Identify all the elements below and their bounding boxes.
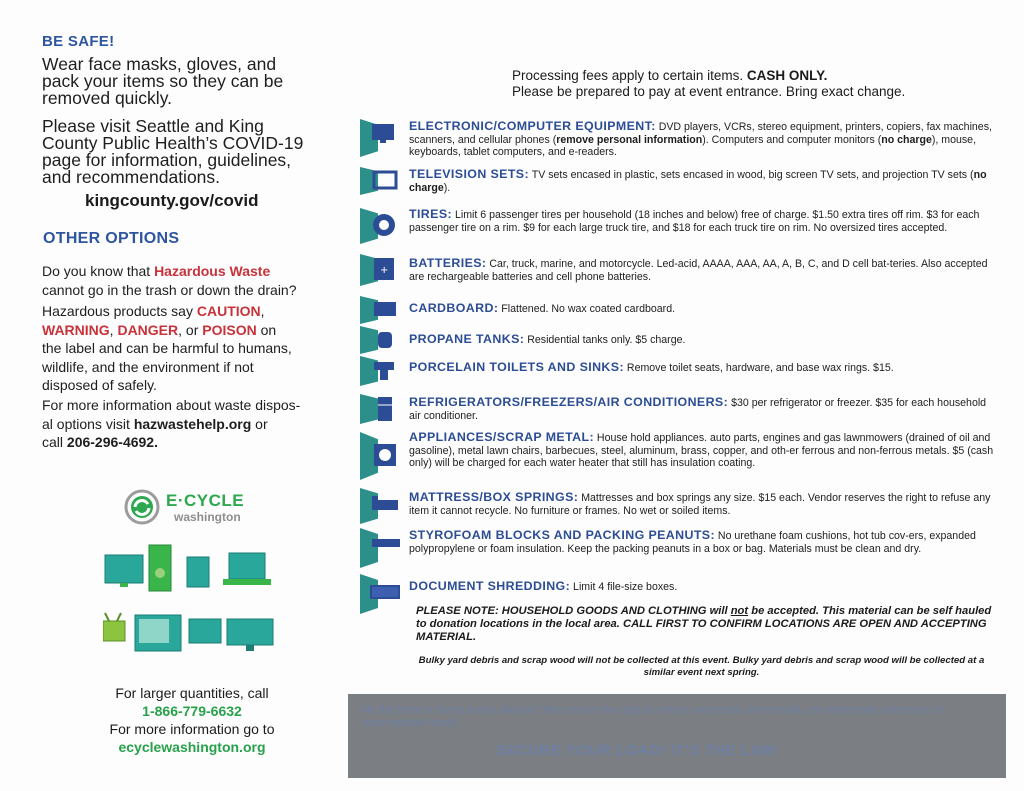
item-text: ), mouse, keyboards, tablet computers, and e-readers. <box>409 133 977 159</box>
visit-line: and recommendations. <box>42 167 221 187</box>
foam-icon <box>360 536 400 550</box>
cash-only-label: CASH ONLY. <box>746 68 828 83</box>
toilet-icon <box>360 358 400 382</box>
item-text: Mattresses and box springs any size. $15 each. Vendor reserves the right to refuse any item it cannot recycle. No furniture or frames. No wet or soiled items. <box>409 492 991 517</box>
fees-text: Processing fees apply to certain items. <box>512 68 747 83</box>
ecycle-contact <box>42 684 342 756</box>
item-title: CARDBOARD: <box>409 301 499 315</box>
propane-icon <box>360 328 400 350</box>
item-bold: no charge <box>881 133 932 146</box>
item-title: STYROFOAM BLOCKS AND PACKING PEANUTS: <box>409 528 715 542</box>
item-bold: no charge <box>409 169 987 194</box>
item-text: No urethane foam cushions, hot tub cov-ers, expanded polypropylene or foam insulation. Keep the packing peanuts in a box or bag. Materials must be clean and dry. <box>409 530 976 555</box>
item-text: Residential tanks only. $5 charge. <box>524 334 686 346</box>
footer-notice: No flat beds or dump trucks allowed. We reserve the right to refuse oversized, commercial, con-taminated, excessive or unacceptable loads. <box>362 704 944 729</box>
item-bold: remove personal information <box>556 133 703 146</box>
item-appliances <box>409 431 999 470</box>
computer-icon <box>360 120 400 144</box>
hazwaste-url-link[interactable]: hazwastehelp.org <box>133 415 252 432</box>
item-styrofoam <box>409 529 999 555</box>
caution-label: CAUTION <box>196 303 261 319</box>
fees-text-2: Please be prepared to pay at event entrance. Bring exact change. <box>512 83 906 99</box>
item-title: TIRES: <box>409 207 453 221</box>
item-refrigerators <box>409 396 999 422</box>
secure-load-label: SECURE YOUR LOAD! IT’S THE LAW <box>496 742 776 759</box>
text-span: cannot go in the trash or down the drain? <box>42 281 297 298</box>
covid-url-link[interactable]: kingcounty.gov/covid <box>85 191 259 210</box>
ecycle-sub: washington <box>174 510 241 524</box>
text-span: wildlife, and the environment if not <box>42 358 254 375</box>
hazardous-products-paragraph: Hazardous products say CAUTION, WARNING, DANGER, or POISON on the label and can be harmful to humans, wildlife, and the environment if not disposed of safely. <box>42 303 292 393</box>
visit-line: page for information, guidelines, <box>42 150 292 170</box>
hazardous-waste-paragraph <box>42 262 342 299</box>
item-text: Remove toilet seats, hardware, and base wax rings. $15. <box>623 362 894 374</box>
item-title: ELECTRONIC/COMPUTER EQUIPMENT: <box>409 119 656 133</box>
other-options-heading: OTHER OPTIONS <box>43 230 180 247</box>
svg-text:+: + <box>380 265 389 276</box>
item-text: $30 per refrigerator or freezer. $35 for each household air conditioner. <box>409 397 987 422</box>
be-safe-heading: BE SAFE! <box>42 33 115 50</box>
text-span: on <box>256 321 277 338</box>
ecycle-phone[interactable]: 1-866-779-6632 <box>142 703 242 719</box>
covid-visit-text <box>42 118 342 186</box>
item-cardboard <box>409 302 999 316</box>
item-text: TV sets encased in plastic, sets encased in wood, big screen TV sets, and projection TV sets ( <box>529 169 974 181</box>
item-title: APPLIANCES/SCRAP METAL: <box>409 430 594 444</box>
text-span: , or <box>178 321 203 338</box>
warning-label: WARNING <box>42 321 110 338</box>
ecycle-brand: E·CYCLE <box>166 491 245 510</box>
note-not: not <box>730 605 749 617</box>
item-text: Car, truck, marine, and motorcycle. Led-acid, AAAA, AAA, AA, A, B, C, and D cell bat-teries. Also accepted are rechargeable batteries and cell phone batteries. <box>409 258 988 283</box>
masks-text <box>42 56 342 107</box>
footer-banner <box>348 694 1006 778</box>
item-text: ). <box>443 181 451 194</box>
item-text: Limit 4 file-size boxes. <box>570 581 678 593</box>
box-icon <box>360 298 400 320</box>
masks-line: Wear face masks, gloves, and <box>42 54 277 74</box>
text-span: or <box>251 415 268 432</box>
tv-icon <box>360 170 400 192</box>
visit-line: Please visit Seattle and King <box>42 116 264 136</box>
item-text: ). Computers and computer monitors ( <box>702 133 882 146</box>
item-text: House hold appliances. auto parts, engines and gas lawnmowers (drained of oil and gasoline), metal lawn chairs, barbecues, steel, aluminum, brass, copper, and oth-er ferrous and non-ferrous metals. $5 (cash only) will be charged for each water heater that still has insulation coating. <box>409 432 994 470</box>
bed-icon <box>360 492 400 516</box>
battery-icon <box>360 256 400 282</box>
poison-label: POISON <box>202 321 257 338</box>
item-television <box>409 168 999 194</box>
note-text: be accepted. This material can be self hauled to donation locations in the local area. CALL FIRST TO CONFIRM LOCATIONS ARE OPEN AND ACCEPTING MATERIAL. <box>416 605 992 643</box>
devices-illustration <box>103 543 283 658</box>
text-span: call <box>42 434 67 450</box>
hazardous-waste-label: Hazardous Waste <box>154 263 271 279</box>
note-text: PLEASE NOTE: HOUSEHOLD GOODS AND CLOTHING will <box>416 605 731 617</box>
appliance-icon <box>360 440 400 470</box>
bulky-debris-note: Bulky yard debris and scrap wood will not be collected at this event. Bulky yard debris and scrap wood will be collected at a similar event next spring. <box>418 655 985 678</box>
item-electronics <box>409 120 999 159</box>
danger-label: DANGER <box>117 321 179 338</box>
item-title: TELEVISION SETS: <box>409 167 529 181</box>
item-tires <box>409 208 999 234</box>
larger-quantities-text: For larger quantities, call <box>115 685 269 701</box>
item-title: MATTRESS/BOX SPRINGS: <box>409 490 579 504</box>
item-title: PROPANE TANKS: <box>409 332 525 346</box>
visit-line: County Public Health’s COVID-19 <box>42 133 304 153</box>
more-info-text: For more information go to <box>109 721 275 737</box>
text-span: al options visit <box>42 415 134 432</box>
item-toilets <box>409 361 999 375</box>
ecycle-recycle-icon <box>124 489 160 525</box>
masks-line: pack your items so they can be <box>42 71 284 91</box>
item-text: Limit 6 passenger tires per household (18 inches and below) free of charge. $1.50 extra tires off rim. $3 for each passenger tire on a rim. $9 for each large truck tire, and $18 for each truck tire on rim. No oversized tires accepted. <box>409 209 980 234</box>
document-icon <box>360 582 400 602</box>
ecycle-logo <box>124 489 264 529</box>
household-goods-note <box>416 605 1001 644</box>
tire-icon <box>360 212 400 238</box>
text-span: disposed of safely. <box>42 377 157 393</box>
item-mattress <box>409 491 999 517</box>
item-text: DVD players, VCRs, stereo equipment, printers, copiers, fax machines, scanners, and cellular phones ( <box>409 121 992 146</box>
item-text: Flattened. No wax coated cardboard. <box>498 303 676 315</box>
item-title: REFRIGERATORS/FREEZERS/AIR CONDITIONERS: <box>409 395 729 409</box>
more-info-paragraph <box>42 396 342 452</box>
text-span: For more information about waste dispos- <box>42 397 301 413</box>
item-batteries <box>409 257 999 283</box>
masks-line: removed quickly. <box>42 88 173 108</box>
item-propane <box>409 333 999 347</box>
item-title: DOCUMENT SHREDDING: <box>409 579 571 593</box>
item-title: PORCELAIN TOILETS AND SINKS: <box>409 360 624 374</box>
hazwaste-phone[interactable]: 206-296-4692. <box>66 434 158 450</box>
ecycle-url-link[interactable]: ecyclewashington.org <box>118 739 266 755</box>
processing-fees-notice <box>512 68 905 99</box>
fridge-icon <box>360 396 400 422</box>
item-title: BATTERIES: <box>409 256 487 270</box>
devices-icon <box>103 543 283 658</box>
text-span: Do you know that <box>42 263 155 279</box>
text-span: Hazardous products say <box>42 303 197 319</box>
item-shredding <box>409 580 999 594</box>
text-span: the label and can be harmful to humans, <box>42 340 292 356</box>
